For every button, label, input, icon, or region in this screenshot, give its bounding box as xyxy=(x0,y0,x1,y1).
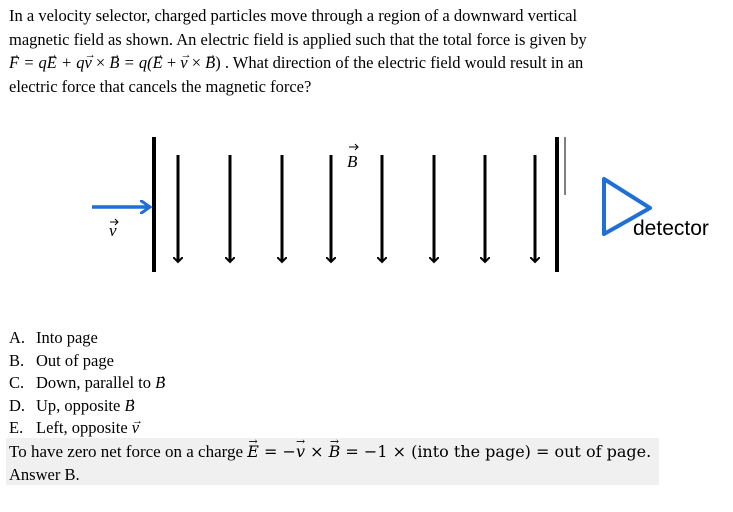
vector-E: → E xyxy=(47,51,57,75)
option-a[interactable] xyxy=(9,327,165,350)
field-label xyxy=(347,144,358,171)
field-arrows xyxy=(178,155,535,262)
answer-vector-B: → B xyxy=(329,442,341,461)
option-vector: → v xyxy=(132,417,139,440)
answer-vector-E: → E xyxy=(247,442,259,461)
answer-part: = − xyxy=(258,442,296,461)
option-text: Up, opposite xyxy=(36,395,125,415)
option-vector: → B xyxy=(155,372,165,395)
option-letter: E. xyxy=(9,418,24,438)
answer-rest: = −1 × (into the page) = out of page. xyxy=(340,442,652,461)
vector-v: → v xyxy=(180,51,187,75)
options-list xyxy=(9,327,165,440)
vector-B: → B xyxy=(205,51,215,75)
vector-B: → B xyxy=(109,51,119,75)
option-text: Out of page xyxy=(36,350,114,370)
answer-vector-v: → v xyxy=(296,442,305,461)
formula-part: + q xyxy=(56,53,85,72)
option-e[interactable] xyxy=(9,417,165,440)
vector-F: → F xyxy=(9,51,19,75)
answer-part: × xyxy=(304,442,329,461)
question-line-4: electric force that cancels the magnetic force? xyxy=(9,76,312,96)
vector-E: → E xyxy=(153,51,163,75)
formula-part: × xyxy=(187,53,206,72)
option-text: Into page xyxy=(36,328,98,347)
option-text: Down, parallel to xyxy=(36,373,156,393)
question-line-1: In a velocity selector, charged particles move through a region of a downward vertical xyxy=(9,6,578,25)
question-line-2: magnetic field as shown. An electric field is applied such that the total force is given by xyxy=(9,29,587,49)
formula-part: = q( xyxy=(119,53,153,72)
option-letter: C. xyxy=(9,373,25,393)
formula-part: × xyxy=(91,53,110,72)
formula-part: + xyxy=(162,53,181,72)
option-letter: B. xyxy=(9,350,25,370)
velocity-label xyxy=(109,219,118,240)
field-label-text: B xyxy=(347,152,358,171)
velocity-label-text: v xyxy=(109,221,117,240)
formula-part: ) xyxy=(215,53,221,72)
answer-choice: Answer B. xyxy=(9,465,80,484)
vector-v: → v xyxy=(84,51,91,75)
detector-label: detector xyxy=(633,217,709,240)
option-d[interactable] xyxy=(9,395,165,418)
option-c[interactable] xyxy=(9,372,165,395)
option-vector: → B xyxy=(124,395,134,418)
answer-explanation xyxy=(9,442,651,462)
option-letter: A. xyxy=(9,328,26,347)
formula-part: = q xyxy=(19,53,47,72)
option-b[interactable] xyxy=(9,350,165,373)
question-line-3-rest: . What direction of the electric field would result in an xyxy=(220,53,584,72)
option-text: Left, opposite xyxy=(36,418,132,438)
answer-prefix: To have zero net force on a charge xyxy=(9,442,248,461)
option-letter: D. xyxy=(9,395,26,415)
